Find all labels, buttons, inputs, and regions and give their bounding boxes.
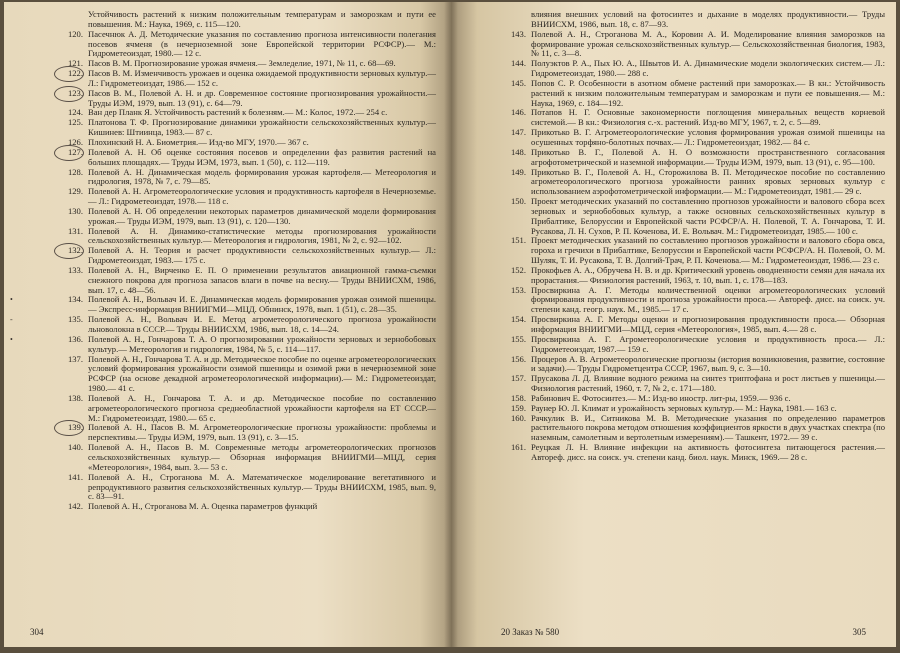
- entry-number: 121.: [67, 58, 83, 69]
- entry-number: 134.: [67, 294, 83, 305]
- entry-text: Полевой А. Н., Вольвач И. Е. Метод агрометеорологического прогноза урожайности льноволокна в СССР.— Труды ВНИИСХМ, 1986, вып. 18, с. 14—24.: [88, 314, 436, 334]
- bibliography-entry: [50, 30, 436, 60]
- left-page: [4, 2, 451, 647]
- entry-text: Просвиркина А. Г. Методы оценки и прогнозирования продуктивности проса.— Обзорная информация ВНИИГМИ—МЦД, серия «Метеорология», 1985, вып. 4.— 28 с.: [531, 314, 885, 334]
- bibliography-entry: [493, 59, 885, 79]
- bibliography-entry: [50, 69, 436, 89]
- entry-number: 145.: [510, 77, 526, 88]
- bibliography-entry: [493, 286, 885, 316]
- bibliography-entry: [493, 148, 885, 168]
- bibliography-entry: [10, 314, 436, 335]
- handwritten-circle-mark: [54, 243, 84, 259]
- entry-text: Полевой А. Н., Строганова М. А., Коровин А. И. Моделирование влияния заморозков на формирование урожая сельскохозяйственных культур.— Сельскохозяйственная биология, 1983, № 11, с. 3—8.: [531, 28, 885, 59]
- entry-text: Полевой А. Н. Динамическая модель формирования урожая картофеля.— Метеорология и гидрология, 1978, № 7, с. 79—85.: [88, 166, 436, 187]
- bibliography-entry: [10, 294, 436, 315]
- bibliography-entry: [10, 333, 436, 355]
- entry-text: Прокофьев А. А., Обручева Н. В. и др. Критический уровень оводненности семян для начала их прорастания.— Физиология растений, 1963, т. 10, вып. 1, с. 178—183.: [531, 264, 885, 285]
- bibliography-entry: [493, 414, 885, 444]
- entry-number: 136.: [67, 333, 83, 344]
- entry-number: 161.: [510, 442, 526, 453]
- entry-text: Проект методических указаний по составлению прогнозов урожайности и валового сбора всех зерновых и зернобобовых культур, а также основных сельскохозяйственных культур в Прибалтике, Белоруссии и Европейской части РСФСР/А. Н. Полевой, Т. А. Гончарова, Т. И. Русакова, Л. Н. Сухов, Р. П. Коченова, И. Е. Вольвач. М.: Гидрометеоиздат, 1985.— 100 с.: [531, 196, 885, 236]
- entry-number: 124.: [67, 107, 83, 118]
- book-spread: [4, 2, 896, 647]
- bibliography-entry: [493, 266, 885, 286]
- entry-text: Полевой А. Н. Об оценке состояния посевов и определении фаз развития растений на больших площадях.— Труды ИЭМ, 1973, вып. 1 (50), с. 112—119.: [88, 146, 436, 167]
- entry-number: 143.: [510, 28, 526, 39]
- bibliography-entry: [493, 108, 885, 128]
- entry-number: 125.: [67, 117, 83, 128]
- entry-number: 150.: [510, 196, 526, 207]
- bibliography-entry: [50, 148, 436, 168]
- bibliography-entry: [50, 187, 436, 207]
- entry-text: Полуэктов Р. А., Пых Ю. А., Швытов И. А. Динамические модели экологических систем.— Л.: Гидрометеоиздат, 1980.— 288 с.: [531, 58, 885, 79]
- handwritten-circle-mark: [54, 86, 84, 102]
- entry-number: 154.: [510, 314, 526, 325]
- bibliography-entry: [50, 355, 436, 394]
- bibliography-entry: [50, 118, 436, 138]
- bibliography-entry: [493, 443, 885, 463]
- entry-text: Полевой А. Н., Вирченко Е. П. О применении результатов авиационной гамма-съемки снежного покрова для прогноза запасов влаги в почве на весну.— Труды ВНИИСХМ, 1986, вып. 17, с. 48—56.: [88, 264, 436, 295]
- entry-text: Пасечнюк А. Д. Методические указания по составлению прогноза интенсивности полегания посевов ячменя (в нечерноземной зоне Европейской территории РСФСР).— М.: Гидрометеоиздат, 1980.— 12 с.: [88, 28, 436, 59]
- handwritten-circle-mark: [54, 66, 84, 82]
- entry-text: Рабинович Е. Фотосинтез.— М.: Изд-во иностр. лит-ры, 1959.— 936 с.: [531, 392, 791, 403]
- bibliography-entry: [493, 315, 885, 335]
- bibliography-entry: [50, 443, 436, 473]
- left-page-number: 304: [30, 627, 44, 637]
- entry-number: 129.: [67, 186, 83, 197]
- entry-number: 144.: [510, 58, 526, 69]
- bibliography-entry: [50, 207, 436, 227]
- entry-text: Потапов Н. Г. Основные закономерности поглощения минеральных веществ корневой системой.— В кн.: Физиология с.-х. растений. Изд-во МГУ, 1967, т. 2, с. 5—89.: [531, 107, 885, 128]
- entry-number: 130.: [67, 205, 83, 216]
- entry-number: 141.: [67, 471, 83, 482]
- entry-number: 152.: [510, 264, 526, 275]
- bibliography-entry: [493, 335, 885, 355]
- entry-number: 122.: [67, 68, 83, 79]
- book-gutter: [444, 2, 458, 647]
- entry-text: Прикотько В. Г., Полевой А. Н. О возможности пространственного согласования агрофотометрической и наземной информации.— Труды ИЭМ, 1979, вып. 13 (91), с. 95—100.: [531, 146, 885, 167]
- entry-number: 135.: [67, 314, 83, 325]
- entry-text: Полевой А. Н., Пасов В. М. Агрометеорологические прогнозы урожайности: проблемы и перспективы.— Труды ИЭМ, 1979, вып. 13 (91), с. 3—15.: [88, 422, 436, 443]
- entry-number: 148.: [510, 146, 526, 157]
- entry-text: Полевой А. Н., Строганова М. А. Математическое моделирование вегетативного и репродуктивного развития сельскохозяйственных культур.— Труды ВНИИСХМ, 1985, вып. 9, с. 83—91.: [88, 471, 436, 502]
- entry-text: Просвиркина А. Г. Методы количественной оценки агрометеорологических условий формирования продуктивности и прогноза урожайности проса.— Автореф. дисс. на соиск. уч. степени канд. геогр. наук. М., 1985.— 17 с.: [531, 284, 885, 315]
- handwritten-circle-mark: [54, 420, 84, 436]
- entry-text: Процеров А. В. Агрометеорологические прогнозы (история возникновения, развитие, состояние и задачи).— Труды Гидрометцентра СССР, 1967, вып. 9, с. 3—10.: [531, 353, 885, 374]
- entry-text: Платонова Т. Ф. Прогнозирование динамики урожайности сельскохозяйственных культур.— Кишинев: Штиинца, 1983.— 87 с.: [88, 117, 436, 138]
- bibliography-entry: [50, 168, 436, 188]
- entry-text: Ван дер Планк Я. Устойчивость растений к болезням.— М.: Колос, 1972.— 254 с.: [88, 107, 388, 118]
- entry-text: Попов С. Р. Особенности в азотном обмене растений при заморозках.— В кн.: Устойчивость растений к низким положительным температурам и заморозкам и пути ее повышения.— М.: Наука, 1969, с. 184—192.: [531, 77, 885, 108]
- entry-text: Полевой А. Н., Гончарова Т. А. и др. Методическое пособие по составлению агрометеорологического прогноза среднеобластной урожайности картофеля на ЕТ СССР.— М.: Гидрометеоиздат, 1980.— 65 с.: [88, 392, 436, 423]
- entry-number: 153.: [510, 284, 526, 295]
- bibliography-entry: [493, 30, 885, 60]
- entry-text: Полевой А. Н., Гончарова Т. А. и др. Методическое пособие по оценке агрометеорологических условий формирования урожайности озимой пшеницы и озимой ржи в нечерноземной зоне РСФСР (на основе декадной агрометеорологической информации).— М.: Гидрометеоиздат, 1980.— 41 с.: [88, 353, 436, 394]
- entry-text: Полевой А. Н., Пасов В. М. Современные методы агрометеорологических прогнозов сельскохозяйственных культур.— Обзорная информация ВНИИГМИ—МЦД, серия «Метеорология», 1984, вып. 3.— 53 с.: [88, 442, 436, 472]
- right-page-number: 305: [852, 627, 866, 637]
- entry-number: 147.: [510, 127, 526, 138]
- entry-text: Просвиркина А. Г. Агрометеорологические условия и продуктивность проса.— Л.: Гидрометеоиздат, 1987.— 159 с.: [531, 333, 885, 354]
- bibliography-entry: [493, 355, 885, 375]
- entry-text: Полевой А. Н., Гончарова Т. А. О прогнозировании урожайности зерновых и зернобобовых культур.— Метеорология и гидрология, 1984, № 5, с. 114—117.: [88, 333, 436, 354]
- right-page: [451, 2, 896, 647]
- bibliography-entry: [493, 79, 885, 109]
- entry-number: 157.: [510, 373, 526, 384]
- bibliography-entry: [50, 423, 436, 443]
- entry-text: Проект методических указаний по составлению прогнозов урожайности и валового сбора овса, гороха и гречихи в Прибалтике, Белоруссии и Европейской части РСФСР/А. Н. Полевой, О. М. Шуляк, Т. И. Русакова, Т. В. Долгий-Трач, Р. П. Коченова.— М.: Гидрометеоиздат, 1986.— 23 с.: [531, 235, 885, 266]
- bibliography-entry: [50, 266, 436, 296]
- entry-number: 138.: [67, 392, 83, 403]
- entry-text: Полевой А. Н. Об определении некоторых параметров динамической модели формирования урожая.— Труды ИЭМ, 1979, вып. 13 (91), с. 120—130.: [88, 205, 436, 226]
- bibliography-entry: [50, 246, 436, 266]
- entry-number: 146.: [510, 107, 526, 118]
- bibliography-entry: [493, 10, 885, 30]
- entry-number: 156.: [510, 353, 526, 364]
- bibliography-entry: [50, 502, 436, 512]
- entry-text: Пасов В. М. Изменчивость урожаев и оценка ожидаемой продуктивности зерновых культур.— Л.: Гидрометеоиздат, 1986.— 152 с.: [88, 68, 436, 88]
- bibliography-entry: [50, 394, 436, 424]
- entry-number: 159.: [510, 402, 526, 413]
- printer-signature: 20 Заказ № 580: [501, 627, 560, 637]
- entry-text: влияния внешних условий на фотосинтез и дыхание в моделях продуктивности.— Труды ВНИИСХМ, 1986, вып. 18, с. 87—93.: [531, 9, 885, 29]
- entry-number: 133.: [67, 264, 83, 275]
- margin-pencil-mark: -: [10, 315, 13, 325]
- entry-text: Пасов В. М. Прогнозирование урожая ячменя.— Земледелие, 1971, № 11, с. 68—69.: [88, 58, 396, 69]
- entry-number: 131.: [67, 225, 83, 236]
- entry-number: 128.: [67, 166, 83, 177]
- bibliography-entry: [493, 374, 885, 394]
- entry-number: 158.: [510, 392, 526, 403]
- entry-text: Полевой А. Н., Вольвач И. Е. Динамическая модель формирования урожая озимой пшеницы.— Экспресс-информация ВНИИГМИ—МЦД. Обнинск, 1978, вып. 1 (51), с. 28—35.: [88, 294, 436, 315]
- entry-number: 132.: [67, 245, 83, 256]
- entry-number: 123.: [67, 87, 83, 98]
- entry-number: 142.: [67, 501, 83, 512]
- entry-text: Прикотько В. Г., Полевой А. Н., Сторожилова В. П. Методическое пособие по составлению агрометеорологического прогноза урожайности ранних яровых зерновых культур с использованием аэрофотометрической информации.— М.: Гидрометеоиздат, 1981.— 29 с.: [531, 166, 885, 197]
- entry-text: Прусакова Л. Д. Влияние водного режима на синтез триптофана и рост листьев у пшеницы.— Физиология растений, 1960, т. 7, № 2, с. 171—180.: [531, 373, 885, 394]
- bibliography-entry: [50, 89, 436, 109]
- entry-number: 149.: [510, 166, 526, 177]
- entry-text: Реуцкая Л. Н. Влияние инфекции на активность фотосинтеза питающегося растения.— Автореф. дисс. на соиск. уч. степени канд. биол. наук. Минск, 1969.— 28 с.: [531, 442, 885, 462]
- bibliography-entry: [493, 168, 885, 198]
- entry-number: 139.: [67, 422, 83, 433]
- bibliography-entry: [50, 227, 436, 247]
- handwritten-circle-mark: [54, 145, 84, 161]
- entry-number: 151.: [510, 235, 526, 246]
- bibliography-entry: [493, 197, 885, 236]
- right-bibliography-list: [493, 10, 885, 463]
- entry-number: 120.: [67, 28, 83, 39]
- entry-text: Пасов В. М., Полевой А. Н. и др. Современное состояние прогнозирования урожайности.— Труды ИЭМ, 1979, вып. 13 (91), с. 64—79.: [88, 87, 436, 108]
- bibliography-entry: [50, 473, 436, 503]
- entry-number: 137.: [67, 353, 83, 364]
- entry-number: 155.: [510, 333, 526, 344]
- bibliography-entry: [493, 236, 885, 266]
- bibliography-entry: [50, 10, 436, 30]
- margin-pencil-mark: •: [10, 295, 13, 305]
- bibliography-entry: [493, 128, 885, 148]
- entry-text: Раунер Ю. Л. Климат и урожайность зерновых культур.— М.: Наука, 1981.— 163 с.: [531, 402, 837, 413]
- left-bibliography-list: [10, 9, 436, 512]
- entry-number: 126.: [67, 136, 83, 147]
- entry-number: 160.: [510, 412, 526, 423]
- entry-text: Полевой А. Н., Строганова М. А. Оценка параметров функций: [88, 501, 318, 512]
- margin-pencil-mark: •: [10, 334, 13, 344]
- entry-number: 127.: [67, 146, 83, 157]
- entry-number: 140.: [67, 442, 83, 453]
- entry-text: Рачкулик В. И., Ситникова М. В. Методические указания по определению параметров растительного покрова методом отношения коэффициентов яркости в двух участках спектра (по наземным, самолетным и вертолетным измерениям).— Ташкент, 1972.— 39 с.: [531, 412, 885, 443]
- entry-text: Устойчивость растений к низким положительным температурам и заморозкам и пути ее повышения. М.: Наука, 1969, с. 115—120.: [88, 9, 436, 29]
- entry-text: Полевой А. Н. Теория и расчет продуктивности сельскохозяйственных культур.— Л.: Гидрометеоиздат, 1983.— 175 с.: [88, 245, 436, 266]
- entry-text: Прикотько В. Г. Агрометеорологические условия формирования урожая озимой пшеницы на осушенных торфяно-болотных почвах.— Л.: Гидрометеоиздат, 1982.— 84 с.: [531, 127, 885, 147]
- entry-text: Полевой А. Н. Агрометеорологические условия и продуктивность картофеля в Нечерноземье.— Л.: Гидрометеоиздат, 1978.— 118 с.: [88, 186, 436, 207]
- entry-text: Плохинский Н. А. Биометрия.— Изд-во МГУ, 1970.— 367 с.: [88, 136, 309, 147]
- entry-text: Полевой А. Н. Динамико-статистические методы прогнозирования урожайности сельскохозяйственных культур.— Метеорология и гидрология, 1981, № 2, с. 92—102.: [88, 225, 436, 246]
